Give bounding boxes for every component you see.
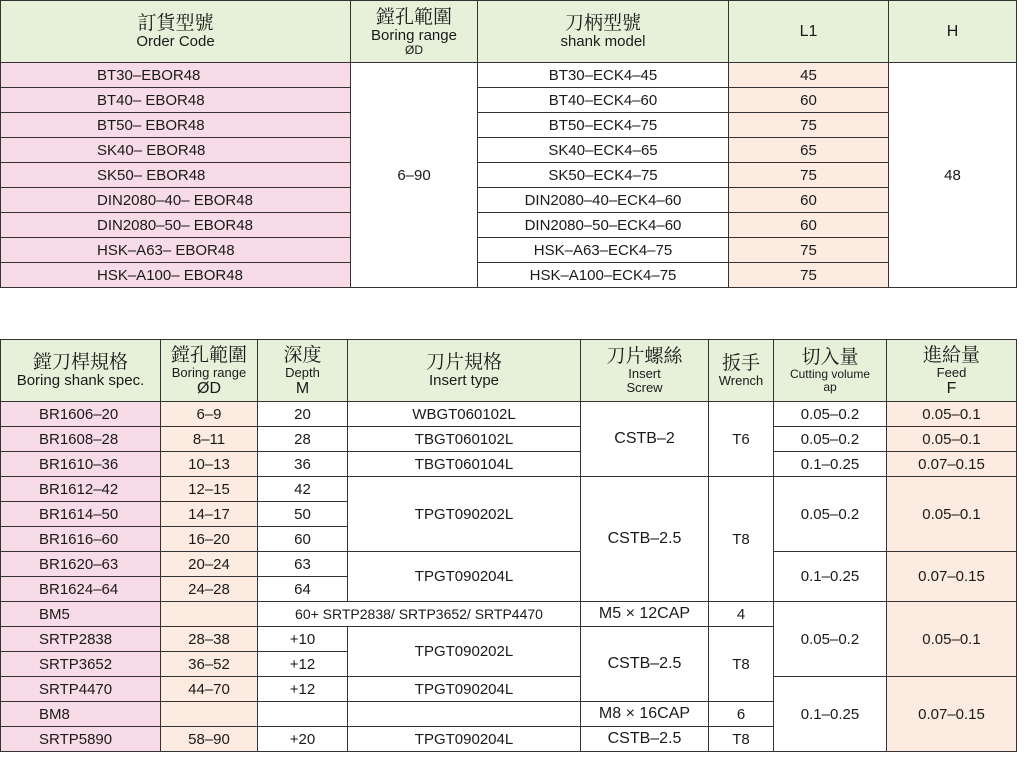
depth-cell: +12 <box>258 677 348 702</box>
shank-spec-cell: SRTP2838 <box>1 627 161 652</box>
range-cell: 24–28 <box>161 577 258 602</box>
screw-cell: CSTB–2 <box>581 402 709 477</box>
shank-spec-cell: BR1614–50 <box>1 502 161 527</box>
order-code-cell: BT30–EBOR48 <box>1 63 351 88</box>
range-cell <box>161 602 258 627</box>
range-cell: 8–11 <box>161 427 258 452</box>
insert-cell: TPGT090202L <box>348 627 581 677</box>
order-code-cell: BT50– EBOR48 <box>1 113 351 138</box>
insert-cell: TBGT060102L <box>348 427 581 452</box>
feed-cell: 0.07–0.15 <box>887 452 1017 477</box>
insert-cell: TPGT090204L <box>348 552 581 602</box>
header-depth: 深度 Depth M <box>258 340 348 402</box>
order-code-cell: SK50– EBOR48 <box>1 163 351 188</box>
header-wrench: 扳手 Wrench <box>709 340 774 402</box>
depth-cell: 20 <box>258 402 348 427</box>
shank-model-cell: DIN2080–40–ECK4–60 <box>478 188 729 213</box>
shank-model-cell: DIN2080–50–ECK4–60 <box>478 213 729 238</box>
shank-spec-cell: BR1610–36 <box>1 452 161 477</box>
insert-cell: TPGT090204L <box>348 727 581 752</box>
screw-cell: CSTB–2.5 <box>581 727 709 752</box>
l1-cell: 75 <box>729 263 889 288</box>
cut-cell: 0.1–0.25 <box>774 677 887 752</box>
feed-cell: 0.05–0.1 <box>887 602 1017 677</box>
depth-cell: 42 <box>258 477 348 502</box>
wrench-cell: T6 <box>709 402 774 477</box>
wrench-cell: 6 <box>709 702 774 727</box>
wrench-cell: T8 <box>709 727 774 752</box>
feed-cell: 0.05–0.1 <box>887 402 1017 427</box>
depth-cell <box>258 702 348 727</box>
depth-cell: 64 <box>258 577 348 602</box>
l1-cell: 75 <box>729 113 889 138</box>
boring-shank-spec-table <box>0 339 1017 752</box>
shank-model-cell: BT40–ECK4–60 <box>478 88 729 113</box>
feed-cell: 0.07–0.15 <box>887 552 1017 602</box>
range-cell: 36–52 <box>161 652 258 677</box>
l1-cell: 75 <box>729 163 889 188</box>
range-cell: 14–17 <box>161 502 258 527</box>
header-insert-screw: 刀片螺絲 Insert Screw <box>581 340 709 402</box>
cut-cell: 0.1–0.25 <box>774 552 887 602</box>
shank-model-cell: HSK–A63–ECK4–75 <box>478 238 729 263</box>
range-cell <box>161 702 258 727</box>
shank-spec-cell: BR1606–20 <box>1 402 161 427</box>
range-cell: 16–20 <box>161 527 258 552</box>
order-code-cell: BT40– EBOR48 <box>1 88 351 113</box>
header-cutting-volume: 切入量 Cutting volume ap <box>774 340 887 402</box>
cut-cell: 0.05–0.2 <box>774 402 887 427</box>
range-cell: 12–15 <box>161 477 258 502</box>
depth-cell: 63 <box>258 552 348 577</box>
l1-cell: 60 <box>729 213 889 238</box>
depth-cell: 50 <box>258 502 348 527</box>
feed-cell: 0.05–0.1 <box>887 427 1017 452</box>
shank-model-cell: SK50–ECK4–75 <box>478 163 729 188</box>
order-code-cell: DIN2080–40– EBOR48 <box>1 188 351 213</box>
wrench-cell: T8 <box>709 477 774 602</box>
insert-cell: TPGT090202L <box>348 477 581 552</box>
insert-cell: TPGT090204L <box>348 677 581 702</box>
cut-cell: 0.05–0.2 <box>774 427 887 452</box>
cut-cell: 0.05–0.2 <box>774 477 887 552</box>
wrench-cell: T8 <box>709 627 774 702</box>
shank-spec-cell: BM8 <box>1 702 161 727</box>
order-code-cell: SK40– EBOR48 <box>1 138 351 163</box>
shank-model-cell: BT50–ECK4–75 <box>478 113 729 138</box>
screw-cell: M8 × 16CAP <box>581 702 709 727</box>
depth-cell: 28 <box>258 427 348 452</box>
shank-spec-cell: BR1608–28 <box>1 427 161 452</box>
range-cell: 6–9 <box>161 402 258 427</box>
header-boring-range: 鏜孔範圍 Boring range ØD <box>161 340 258 402</box>
l1-cell: 60 <box>729 188 889 213</box>
shank-spec-cell: BR1616–60 <box>1 527 161 552</box>
shank-model-cell: BT30–ECK4–45 <box>478 63 729 88</box>
header-l1: L1 <box>729 1 889 63</box>
header-order-code: 訂貨型號 Order Code <box>1 1 351 63</box>
screw-cell: M5 × 12CAP <box>581 602 709 627</box>
feed-cell: 0.07–0.15 <box>887 677 1017 752</box>
shank-spec-cell: BM5 <box>1 602 161 627</box>
bm5-merged-cell: 60+ SRTP2838/ SRTP3652/ SRTP4470 <box>258 602 581 627</box>
boring-range-value: 6–90 <box>351 63 478 288</box>
l1-cell: 60 <box>729 88 889 113</box>
range-cell: 20–24 <box>161 552 258 577</box>
header-boring-range: 鏜孔範圍 Boring range ØD <box>351 1 478 63</box>
l1-cell: 65 <box>729 138 889 163</box>
header-h: H <box>889 1 1017 63</box>
header-insert-type: 刀片規格 Insert type <box>348 340 581 402</box>
range-cell: 44–70 <box>161 677 258 702</box>
shank-spec-cell: BR1624–64 <box>1 577 161 602</box>
depth-cell: 60 <box>258 527 348 552</box>
header-feed: 進給量 Feed F <box>887 340 1017 402</box>
depth-cell: +20 <box>258 727 348 752</box>
header-shank-model: 刀柄型號 shank model <box>478 1 729 63</box>
cut-cell: 0.1–0.25 <box>774 452 887 477</box>
insert-cell: TBGT060104L <box>348 452 581 477</box>
l1-cell: 45 <box>729 63 889 88</box>
depth-cell: +10 <box>258 627 348 652</box>
order-code-cell: HSK–A100– EBOR48 <box>1 263 351 288</box>
header-shank-spec: 鏜刀桿規格 Boring shank spec. <box>1 340 161 402</box>
h-value: 48 <box>889 63 1017 288</box>
shank-spec-cell: SRTP4470 <box>1 677 161 702</box>
screw-cell: CSTB–2.5 <box>581 627 709 702</box>
range-cell: 10–13 <box>161 452 258 477</box>
shank-model-cell: HSK–A100–ECK4–75 <box>478 263 729 288</box>
screw-cell: CSTB–2.5 <box>581 477 709 602</box>
wrench-cell: 4 <box>709 602 774 627</box>
order-code-cell: HSK–A63– EBOR48 <box>1 238 351 263</box>
shank-spec-cell: BR1620–63 <box>1 552 161 577</box>
depth-cell: 36 <box>258 452 348 477</box>
shank-spec-cell: BR1612–42 <box>1 477 161 502</box>
range-cell: 28–38 <box>161 627 258 652</box>
shank-spec-cell: SRTP3652 <box>1 652 161 677</box>
shank-model-cell: SK40–ECK4–65 <box>478 138 729 163</box>
feed-cell: 0.05–0.1 <box>887 477 1017 552</box>
cut-cell: 0.05–0.2 <box>774 602 887 677</box>
insert-cell-empty <box>348 702 581 727</box>
l1-cell: 75 <box>729 238 889 263</box>
shank-spec-cell: SRTP5890 <box>1 727 161 752</box>
order-code-cell: DIN2080–50– EBOR48 <box>1 213 351 238</box>
order-code-table <box>0 0 1017 288</box>
range-cell: 58–90 <box>161 727 258 752</box>
depth-cell: +12 <box>258 652 348 677</box>
insert-cell: WBGT060102L <box>348 402 581 427</box>
